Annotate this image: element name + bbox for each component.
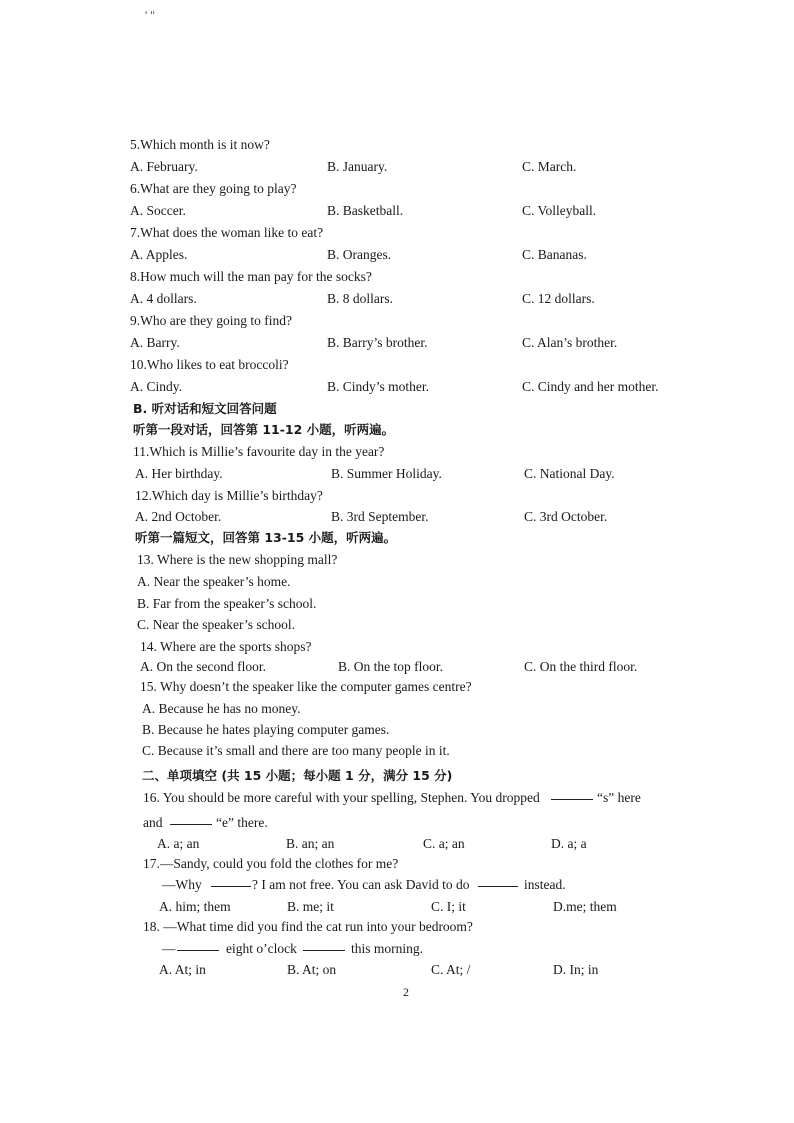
option-13-b: [0, 594, 794, 614]
option-b: B. At; on: [287, 962, 337, 977]
option-a: A. Barry.: [130, 335, 180, 350]
option-b: B. January.: [327, 159, 388, 174]
question-stem: 17.—Sandy, could you fold the clothes for me?: [143, 856, 399, 871]
question-stem: 16. You should be more careful with your spelling, Stephen. You dropped: [143, 790, 540, 805]
option-a: A. At; in: [159, 962, 206, 977]
question-stem: 14. Where are the sports shops?: [140, 639, 312, 654]
options-8: [0, 289, 794, 309]
options-18: [0, 960, 794, 980]
question-8: [0, 267, 794, 287]
question-10: [0, 355, 794, 375]
option-a: A. Because he has no money.: [142, 701, 301, 716]
question-text: eight o’clock: [226, 941, 297, 956]
option-c: C. On the third floor.: [524, 659, 638, 674]
option-c: C. Alan’s brother.: [522, 335, 618, 350]
option-b: B. an; an: [286, 836, 335, 851]
question-15: [0, 677, 794, 697]
option-c: C. Because it’s small and there are too many people in it.: [142, 743, 450, 758]
option-a: A. Near the speaker’s home.: [137, 574, 291, 589]
option-c: C. Bananas.: [522, 247, 587, 262]
options-9: [0, 333, 794, 353]
option-15-a: [0, 699, 794, 719]
question-text: “s” here: [597, 790, 641, 805]
option-13-a: [0, 572, 794, 592]
option-15-c: [0, 741, 794, 761]
option-b: B. Far from the speaker’s school.: [137, 596, 317, 611]
options-7: [0, 245, 794, 265]
section-title: B. 听对话和短文回答问题: [133, 401, 277, 416]
option-b: B. Barry’s brother.: [327, 335, 428, 350]
question-5: [0, 135, 794, 155]
question-stem: 15. Why doesn’t the speaker like the computer games centre?: [140, 679, 472, 694]
options-14: [0, 657, 794, 677]
page-number: 2: [403, 985, 409, 999]
question-11: [0, 442, 794, 462]
option-c: C. Volleyball.: [522, 203, 597, 218]
option-c: C. a; an: [423, 836, 465, 851]
option-b: B. me; it: [287, 899, 334, 914]
section-b-heading: [0, 399, 794, 419]
question-text: —Why: [162, 877, 202, 892]
option-a: A. 4 dollars.: [130, 291, 197, 306]
option-a: A. Cindy.: [130, 379, 183, 394]
option-b: B. Cindy’s mother.: [327, 379, 430, 394]
option-a: A. Soccer.: [130, 203, 186, 218]
option-a: A. Her birthday.: [135, 466, 223, 481]
option-a: A. 2nd October.: [135, 509, 222, 524]
answer-blank[interactable]: [177, 937, 219, 951]
question-17-line-1: [0, 854, 794, 874]
option-b: B. Summer Holiday.: [331, 466, 442, 481]
question-stem: 8.How much will the man pay for the socks?: [130, 269, 372, 284]
option-d: D.me; them: [553, 899, 617, 914]
option-b: B. 3rd September.: [331, 509, 429, 524]
option-c: C. I; it: [431, 899, 466, 914]
question-18-line-1: [0, 917, 794, 937]
options-11: [0, 464, 794, 484]
question-16-line-2: [0, 813, 794, 833]
question-13: [0, 550, 794, 570]
options-6: [0, 201, 794, 221]
answer-blank[interactable]: [478, 873, 518, 887]
option-13-c: [0, 615, 794, 635]
option-a: A. February.: [130, 159, 198, 174]
question-stem: 11.Which is Millie’s favourite day in the year?: [133, 444, 385, 459]
option-b: B. 8 dollars.: [327, 291, 393, 306]
question-text: —: [162, 941, 176, 956]
option-b: B. Because he hates playing computer games.: [142, 722, 390, 737]
dialog-1-instruction: [0, 420, 794, 440]
question-6: [0, 179, 794, 199]
answer-blank[interactable]: [170, 811, 212, 825]
option-15-b: [0, 720, 794, 740]
question-text: “e” there.: [216, 815, 268, 830]
options-12: [0, 507, 794, 527]
options-10: [0, 377, 794, 397]
option-a: A. Apples.: [130, 247, 188, 262]
option-c: C. Near the speaker’s school.: [137, 617, 295, 632]
instruction-text: 听第一篇短文，回答第 13-15 小题，听两遍。: [135, 530, 397, 545]
section-2-heading: [0, 766, 794, 786]
question-16-line-1: [0, 788, 794, 808]
option-a: A. him; them: [159, 899, 231, 914]
option-b: B. Basketball.: [327, 203, 404, 218]
option-a: A. a; an: [157, 836, 200, 851]
option-b: B. On the top floor.: [338, 659, 443, 674]
option-c: C. 3rd October.: [524, 509, 608, 524]
option-c: C. 12 dollars.: [522, 291, 595, 306]
option-c: C. At; /: [431, 962, 471, 977]
question-text: instead.: [524, 877, 566, 892]
options-5: [0, 157, 794, 177]
option-c: C. March.: [522, 159, 577, 174]
answer-blank[interactable]: [303, 937, 345, 951]
header-mark: ' ": [145, 8, 156, 22]
question-17-line-2: [0, 875, 794, 895]
question-stem: 5.Which month is it now?: [130, 137, 270, 152]
question-text: ? I am not free. You can ask David to do: [252, 877, 470, 892]
question-stem: 18. —What time did you find the cat run into your bedroom?: [143, 919, 473, 934]
question-stem: 12.Which day is Millie’s birthday?: [135, 488, 323, 503]
section-title: 二、单项填空 (共 15 小题；每小题 1 分，满分 15 分): [142, 768, 453, 783]
option-d: D. a; a: [551, 836, 587, 851]
option-c: C. National Day.: [524, 466, 615, 481]
question-text: this morning.: [351, 941, 424, 956]
question-stem: 7.What does the woman like to eat?: [130, 225, 324, 240]
question-stem: 10.Who likes to eat broccoli?: [130, 357, 289, 372]
question-18-line-2: [0, 939, 794, 959]
option-d: D. In; in: [553, 962, 599, 977]
answer-blank[interactable]: [551, 786, 593, 800]
question-stem: 13. Where is the new shopping mall?: [137, 552, 338, 567]
question-stem: 9.Who are they going to find?: [130, 313, 292, 328]
option-a: A. On the second floor.: [140, 659, 266, 674]
question-7: [0, 223, 794, 243]
option-c: C. Cindy and her mother.: [522, 379, 659, 394]
question-9: [0, 311, 794, 331]
question-14: [0, 637, 794, 657]
answer-blank[interactable]: [211, 873, 251, 887]
instruction-text: 听第一段对话，回答第 11-12 小题，听两遍。: [133, 422, 395, 437]
question-12: [0, 486, 794, 506]
question-stem: 6.What are they going to play?: [130, 181, 297, 196]
options-16: [0, 834, 794, 854]
passage-1-instruction: [0, 528, 794, 548]
options-17: [0, 897, 794, 917]
option-b: B. Oranges.: [327, 247, 392, 262]
question-text: and: [143, 815, 163, 830]
